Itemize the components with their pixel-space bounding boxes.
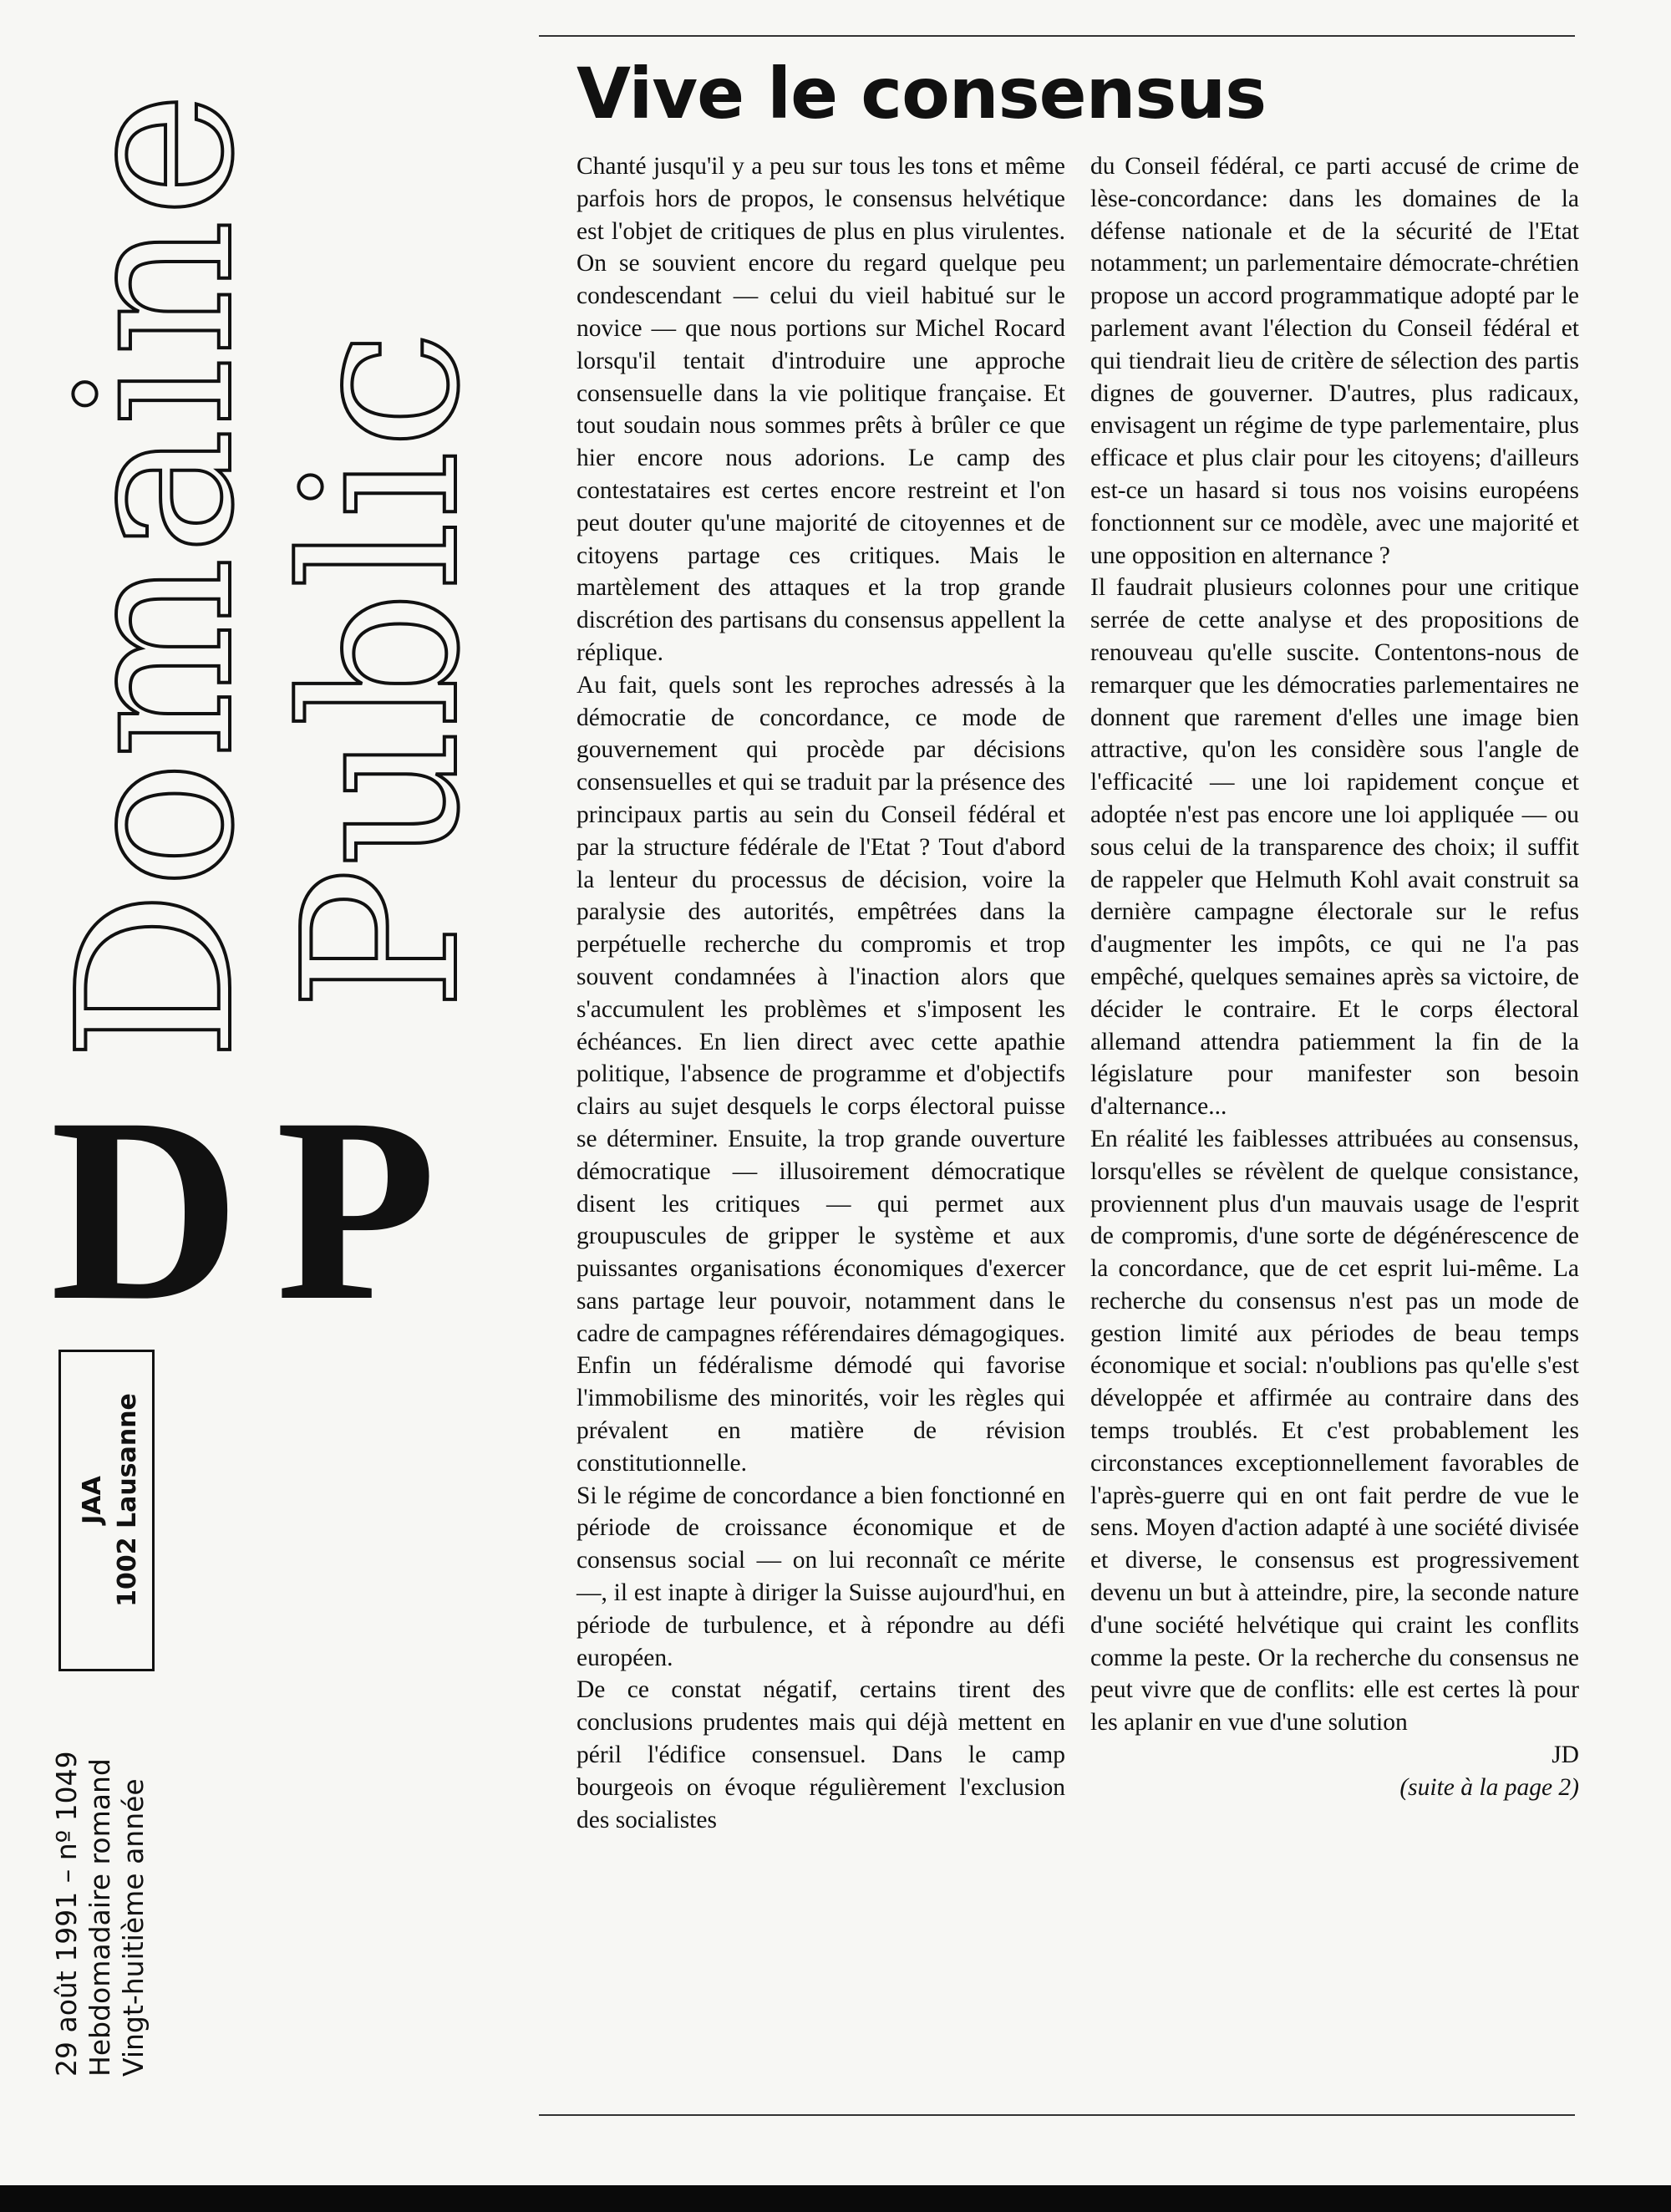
bottom-rule: [539, 2114, 1575, 2116]
paragraph: du Conseil fédéral, ce parti accusé de crime de lèse-concordance: dans les domaines de la défense nationale et de la sécurité de l'Etat notamment; un parlementaire démocrate-chrétien propose un accord programmatique adopté par le parlement avant l'élection du Conseil fédéral et qui tiendrait lieu de critère de sélection des partis dignes de gouverner. D'autres, plus radicaux, envisagent un régime de type parlementaire, plus efficace et plus clair pour les citoyens; d'ailleurs est-ce un hasard si tous nos voisins européens fonctionnent sur ce modèle, avec une majorité et une opposition en alternance ?: [1090, 153, 1579, 569]
issue-info: [50, 1751, 150, 2077]
article-column-1: [576, 150, 1065, 1836]
scan-edge-bar: [0, 2185, 1671, 2212]
paragraph: En réalité les faiblesses attribuées au consensus, lorsqu'elles se révèlent de quelque consistance, proviennent plus d'un mauvais usage de l'esprit de compromis, d'une sorte de dégénérescence de la concordance, que de cet esprit lui-même. La recherche du consensus n'est pas un mode de gestion limité aux périodes de beau temps économique et social: n'oublions pas qu'elle s'est développée et affirmée au contraire dans des temps troublés. Et c'est probablement les circonstances exceptionnellement favorables de l'après-guerre qui en ont fait perdre de vue le sens. Moyen d'action adapté à une société divisée et diverse, le consensus est progressivement devenu un but à atteindre, pire, la seconde nature d'une société helvétique qui craint les conflits comme la peste. Or la recherche du consensus ne peut vivre que de conflits: elle est certes là pour les aplanir en vue d'une solution: [1090, 1125, 1579, 1737]
author-signature: JD: [1552, 1742, 1579, 1769]
paragraph: Si le régime de concordance a bien fonctionné en période de croissance économique et de consensus social — on lui reconnaît ce mérite —, il est inapte à diriger la Suisse aujourd'hui, en période de turbulence, et à répondre au défi européen.: [576, 1482, 1065, 1671]
postal-line-1: JAA: [78, 1476, 107, 1524]
paragraph: De ce constat négatif, certains tirent des conclusions prudentes mais qui déjà mettent en péril l'édifice consensuel. Dans le camp bourgeois on évoque régulièrement l'exclusion des socialistes: [576, 1676, 1065, 1833]
issue-date: 29 août 1991 – nº 1049: [50, 1751, 83, 2077]
paragraph: Au fait, quels sont les reproches adressés à la démocratie de concordance, ce mode de gouvernement qui procède par décisions consensuelles et qui se traduit par la présence des principaux partis au sein du Conseil fédéral et par la structure fédérale de l'Etat ? Tout d'abord la lenteur du processus de décision, voire la paralysie des autorités, empêtrées dans la perpétuelle recherche du compromis et trop souvent condamnées à l'inaction alors que s'accumulent les problèmes et s'imposent les échéances. En lien direct avec cette apathie politique, l'absence de programme et d'objectifs clairs au sujet desquels le corps électoral puisse se déterminer. Ensuite, la trop grande ouverture démocratique — illusoirement démocratique disent les critiques — qui permet aux groupuscules de gripper le système et aux puissantes organisations économiques d'exercer sans partage leur pouvoir, notamment dans le cadre de campagnes référendaires démagogiques. Enfin un fédéralisme démodé qui favorise l'immobilisme des minorités, voir les règles qui prévalent en matière de révision constitutionnelle.: [576, 671, 1065, 1477]
top-rule: [539, 35, 1575, 37]
postal-line-2: 1002 Lausanne: [113, 1393, 142, 1607]
masthead-letter-d: D: [50, 1064, 241, 1355]
masthead-word-public: Public: [258, 328, 506, 1011]
masthead-word-domaine: Domaine: [33, 89, 281, 1061]
issue-frequency: Hebdomadaire romand: [84, 1758, 116, 2077]
paragraph: Chanté jusqu'il y a peu sur tous les tons et même parfois hors de propos, le consensus helvétique est l'objet de critiques de plus en plus virulentes. On se souvient encore du regard quelque peu condescendant — celui du vieil habitué sur le novice — que nous portions sur Michel Rocard lorsqu'il tentait d'introduire une approche consensuelle dans la vie politique française. Et tout soudain nous sommes prêts à brûler ce que hier encore nous adorions. Le camp des contestataires est certes encore restreint et l'on peut douter qu'une majorité de citoyennes et de citoyens partage ces critiques. Mais le martèlement des attaques et la trop grande discrétion des partisans du consensus appellent la réplique.: [576, 153, 1065, 666]
article-column-2: [1090, 150, 1579, 1804]
article-title: Vive le consensus: [576, 53, 1267, 135]
continued-link[interactable]: (suite à la page 2): [1399, 1773, 1579, 1801]
paragraph: Il faudrait plusieurs colonnes pour une critique serrée de cette analyse et des propositions de renouveau qu'elle suscite. Contentons-nous de remarquer que les démocraties parlementaires ne donnent que rarement d'elles une image bien attractive, qu'on les considère sous l'angle de l'efficacité — une loi rapidement conçue et adoptée n'est pas encore une loi appliquée — ou sous celui de la transparence des choix; il suffit de rappeler que Helmuth Kohl avait construit sa dernière campagne électorale sur le refus d'augmenter les impôts, ce qui ne l'a pas empêché, quelques semaines après sa victoire, de décider le contraire. Et le corps électoral allemand attendra patiemment la fin de la législature pour manifester son besoin d'alternance...: [1090, 574, 1579, 1121]
issue-year: Vingt-huitième année: [117, 1778, 150, 2077]
postal-text: [75, 1358, 145, 1642]
masthead-letter-p: P: [276, 1064, 437, 1355]
masthead: [0, 0, 535, 2173]
